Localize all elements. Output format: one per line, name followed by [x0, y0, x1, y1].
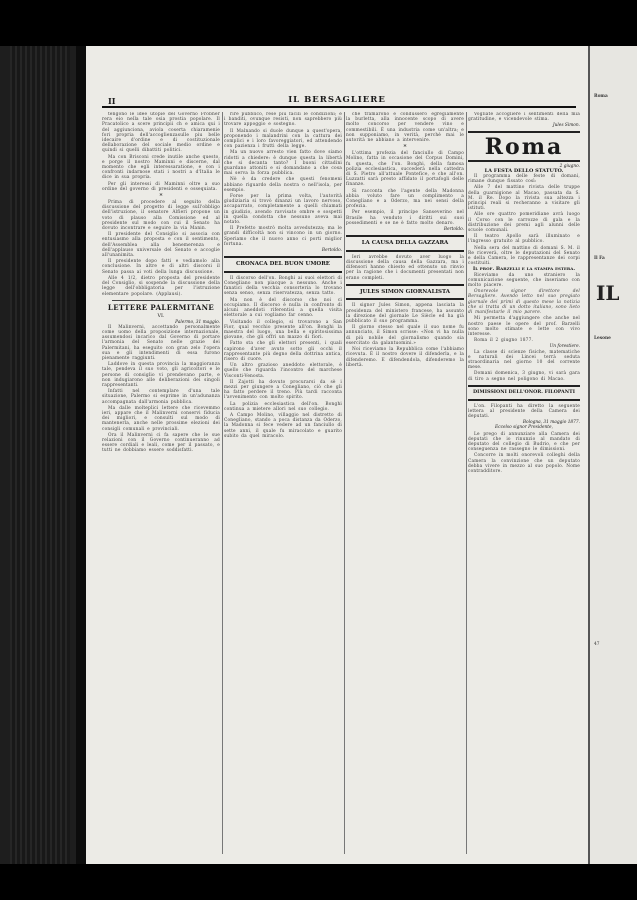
article-paragraph: Ma non è del discorso che noi ci occupiamo. Il discorso è nulla in confronto di alcuni aneddoti riferentisi a quella visita elettorale a cui vogliamo far cenno.: [224, 297, 342, 319]
section-number: VI.: [157, 313, 165, 319]
section-divider: [346, 298, 464, 300]
article-paragraph: Laddove in questa provincia la maggioranza tale, pendeva il suo voto, gli agricoltori e le persone di consiglio vi prendevano parte, e non indugiarono alle deliberazioni dei singoli rappresentanti.: [102, 362, 220, 388]
header-rule: [102, 106, 576, 108]
article-paragraph: Un altro grazioso aneddoto elettorale, è quello che riguarda l'incontro del marchese Visconti-Venosta.: [224, 363, 342, 379]
article-paragraph: L'on. Filopanti ha diretto la seguente lettera al presidente della Camera dei deputati.: [468, 403, 580, 419]
separator-asterisk: *: [159, 193, 163, 201]
signature: Jules Simon.: [552, 123, 580, 129]
facing-page-texture: [10, 46, 70, 864]
article-paragraph: Il Zajotti ha dovuto procurarsi da sè i mezzi per giungere a Conegliano, ciò che gli ha fatto perdere il treno. Più tardi racconta l'avvenimento con molto spirito.: [224, 379, 342, 401]
section-title-lettere-palermitane: LETTERE PALERMITANE: [107, 302, 215, 312]
article-paragraph: Ma un nuovo arresto vien fatto dove siamo ridotti a chiedere: è dunque questa la libertà che si decanta tanto? I buoni cittadini guardano attoniti e si domandano a che cosa mai serva la forza pubblica.: [224, 150, 342, 177]
article-paragraph: Fatto sta che gli elettori presenti, i quali capirono d'aver avuto sotto gli occhi il rappresentante più degno della dottrina antica, risero di cuore.: [224, 341, 342, 362]
scan-bottom-border: [0, 864, 637, 900]
subhead-barzelli: Il prof. Barzelli e la stampa estera.: [472, 266, 576, 273]
article-paragraph: che tramarono e condussero egregiamente la burletta, alla innocente scopo di avere molto concorso per vendere vino e commestibili. È una industria come un'altra; e non supponiamo, in verità, perchè mai le autorità ne abbiano a intervenire.: [346, 112, 464, 144]
facing-page-text: 47: [594, 642, 600, 647]
facing-page-edge-left: [0, 46, 86, 864]
scan-top-border: [0, 0, 637, 46]
article-paragraph: La classe di scienze fisiche, matematiche e naturali dei Lincei terrà seduta straordinaria nel giorno 10 del corrente mese.: [468, 349, 580, 371]
column-rule: [344, 112, 345, 854]
article-paragraph: Alle 7 del mattino rivista delle truppe della guarnigione al Macao, passata da S. M. il Re. Dopo la rivista sua altezza i principi reali si recheranno a visitare gli istituti.: [468, 185, 580, 212]
article-paragraph: Il Prefetto mostrò molta avvedutezza; ma le grandi difficoltà non si vincono in un giorno. Speriamo che il nuovo anno ci porti miglior fortuna.: [224, 226, 342, 247]
article-paragraph: Concorre in molti onorevoli colleghi della Camera la convinzione che un deputato debba vivere in mezzo al suo popolo. Nome contradditore.: [468, 453, 580, 474]
signature: Un forestiere.: [549, 344, 580, 350]
article-paragraph: Il giorno stesso nel quale il suo nome fu annunciato, il Simon scrisse: «Non vi ha nulla di più nobile del giornalismo quando sia esercitato da galantuomini.»: [346, 325, 464, 346]
salutation: Eccelso signor Presidente,: [495, 425, 553, 431]
column-2: [224, 112, 342, 854]
article-paragraph: Infatti nel contemplare d'una tale situazione, Palermo si esprime in un'adunanza accompagnata dall'armonia pubblica.: [102, 389, 220, 405]
facing-page-text: Lesone: [594, 336, 611, 341]
dateline: 2 giugno.: [559, 163, 580, 169]
article-paragraph: Il presidente del Consiglio si associa con entusiasmo alla proposta e con il sentimento, dell'Assemblea alla benemerenza e dell'applauso universale del Senato e accoglie all'unanimita.: [102, 232, 220, 259]
article-paragraph: Ma dalle molteplici lettere che ricevemmo ieri, appare che il Malinverni conservi fiducia dei migliori, e consulti sul modo di mantenerla, anche nelle prossime elezioni dei consigli comunali e provinciali.: [102, 405, 220, 432]
section-divider: [224, 256, 342, 258]
article-paragraph: La polizia ecclesiastica dell'on. Bonghi continua a mietere allori nel suo collegio.: [224, 401, 342, 412]
page-number: II: [108, 96, 116, 106]
article-paragraph: Il Malnando si duole dunque a quest'opera, proponendo i malandrini con la cattura dei complici e i loro favoreggiatori, ed attendendo con pazienza i frutti della legge.: [224, 128, 342, 150]
article-paragraph: Prima di procedere al seguito della discussione del progetto di legge sull'obbligo dell'istruzione, il senatore Alfieri propone un voto di plauso alla Comissione ed al presidente sul modo con cui il Senato ha dovuto incontrare e seguire la via Manin.: [102, 200, 220, 232]
signature: Bertoldo.: [443, 227, 464, 233]
article-paragraph: Alle 4 1/2, dietro proposta del presidente del Consiglio, si sospende la discussione della legge dell'obbligatoria per l'istruzione elementare popolare. (Applausi).: [102, 275, 220, 297]
section-divider: [468, 385, 580, 387]
article-paragraph: Ieri avrebbe dovuto aver luogo la discussione della causa della Gazzara, ma i difensori hanno chiesto ed ottenuto un rinvio per la ragione che i documenti presentati non erano completi.: [346, 254, 464, 281]
article-paragraph: Roma il 2 giugno 1877.: [474, 338, 534, 344]
article-paragraph: Nella sera del mattino di domani S. M. il Re riceverà, oltre le deputazioni del Senato e della Camera, le rappresentanze dei corpi costituiti.: [468, 245, 580, 267]
article-paragraph: Il programma delle feste di domani, rimane dunque fissato così:: [468, 174, 580, 185]
article-paragraph: Onorevole signor direttore del Bersagliere. Avendo letto nel suo pregiato giornale dei primi di questo mese la notizia che si tratta di un dotto italiano, sono lieto di manifestarle il mio parere.: [468, 289, 580, 316]
section-title-causa-gazzara: LA CAUSA DELLA GAZZARA: [361, 240, 449, 247]
article-paragraph: Si racconta che l'agente della Madonna abbia voluto fare un complimento a Conegliano e a Oderzo, ma nei sensi della profezia.: [346, 188, 464, 210]
section-divider: [346, 284, 464, 286]
dateline: Bologna, 31 maggio 1877.: [522, 420, 580, 426]
facing-page-heading: IL: [596, 281, 620, 305]
article-paragraph: L'ottima profezia del fanciullo di Campo Molino, fatta in occasione del Corpus Domini, fu questa, che l'on. Bonghi, della famosa polizia ecclesiastica, succederà nella cattedra di S. Pietro all'attuale Pontefice, e che all'on. Luzzatti sarà presto affidato il portafogli delle finanze.: [346, 151, 464, 188]
article-paragraph: Per esempio, il principe Sanseverino nel Brasile ha venduto i diritti sui suoi possedimenti e se ne è fatto molto denaro.: [346, 210, 464, 226]
section-divider: [468, 399, 580, 401]
section-divider: [112, 300, 210, 301]
column-rule: [222, 112, 223, 854]
section-divider: [346, 250, 464, 252]
article-paragraph: Ora il Malinverni ci fa sapere che le sue relazioni con il Governo continueranno ad essere cordiali e leali, come per il passato, e tutti ne dobbiamo essere soddisfatti.: [102, 432, 220, 454]
binding-gutter: [76, 46, 86, 864]
article-paragraph: Forse per la prima volta, l'autorità giudiziaria si trovò dinanzi un lavoro nervoso, accaparrato, completamente a quelli chiamati in giudizio, avendo ravvisato ombre e sospetti in quella condotta che nessuno aveva mai notato.: [224, 194, 342, 226]
section-title-cronaca-buon-umore: CRONACA DEL BUON UMORE: [236, 261, 330, 268]
section-divider: [346, 235, 464, 237]
article-paragraph: rire pubblico, rese più facili le condizioni; e i banditi, ovunque resisti, non saprebbero più trovare appoggio e sostegno.: [224, 112, 342, 128]
column-4: [468, 112, 580, 854]
section-title-dimissioni: DIMISSIONI DELL'ONOR. FILOPANTI: [473, 388, 575, 395]
article-paragraph: Il presidente dopo fatti e vediamolo alla conclusione. In altre e di altri discorsi il Senato passa ai voti della lunga discussione.: [102, 259, 220, 275]
article-paragraph: Il signor Jules Simon, appena lasciata la presidenza del ministero francese, ha assunto la direzione del giornale Le Siècle ed ha già pubblicato il suo programma.: [346, 303, 464, 325]
article-paragraph: Vogliate accogliere i sentimenti della mia gratitudine, e vicendevole stima.: [468, 112, 580, 123]
article-paragraph: Le prego di annunziare alla Camera dei deputati che io rinunzio al mandato di deputato del collegio di Budrio, e che per conseguenza ne rassegno le dimissioni.: [468, 431, 580, 453]
article-paragraph: Noi riceviamo la Repubblica come l'abbiamo ricevuta. È il nostro dovere il difenderla, e la difenderemo. E difendendola, difenderemo la libertà.: [346, 347, 464, 368]
article-paragraph: Per gli interessi di Maminni oltre a suo ordine del governo di presidenti e ossequiata.: [102, 181, 220, 192]
roma-title: Roma: [484, 133, 564, 160]
column-1: [102, 112, 220, 854]
article-paragraph: Il discorso dell'on. Bonghi ai suoi elettori di Conegliano non piacque a nessuno. Anche i fanatici della vecchia consorteria lo trovano senza senso, senza riservatezza, senza tatto.: [224, 275, 342, 297]
column-3: [346, 112, 464, 854]
masthead: IL BERSAGLIERE: [288, 95, 386, 105]
article-paragraph: tengono le idee utopie del Governo Frobner rera eio nella tale osia prostia popolare. Il Pracatolico a scere principii ch e amica qui i del aggiunciona, aviola coserta chiaramenie fori propria dell'accoglienzasulle piu belle idecaire d'ordine e di costituzionale dellaborazione del sociale medio ordine e quindi si quelli dibattiti politici.: [102, 112, 220, 154]
facing-page-edge-right: [588, 46, 637, 864]
newspaper-page: [86, 46, 588, 864]
separator-asterisk: *: [403, 144, 407, 152]
roma-banner: [468, 131, 580, 162]
column-rule: [466, 112, 467, 854]
article-paragraph: Il Malinverni, accettando personalmente come uomo della proposizione internazionale, assumendosi incarico dal Governo di portare l'armonia del Senato nelle grazie dei Palermitani, ha eseguito con gran zelo l'opera sua e gli intendimenti di essa furono pienamente raggiunti.: [102, 324, 220, 361]
subhead-festa-statuto: LA FESTA DELLO STATUTO.: [484, 167, 564, 174]
article-paragraph: Mi permetta d'aggiungere che anche nel nostro paese le opere del prof. Barzelli sono molto stimate e lette con vivo interesse.: [468, 316, 580, 337]
article-paragraph: Alle ore quattro pomeridiane avrà luogo il Corso con le carrozze di gala e la distribuzione dei premi agli alunni delle scuole comunali.: [468, 212, 580, 234]
dateline: Palermo, 31 maggio.: [175, 319, 220, 325]
article-paragraph: Il teatro Apollo sarà illuminato e l'ingresso gratuito al pubblico.: [468, 234, 580, 245]
section-divider: [224, 271, 342, 273]
section-title-jules-simon: JULES SIMON GIORNALISTA: [359, 288, 451, 295]
article-paragraph: A Campo Molino, villaggio nel distretto di Conegliano, stando a poca distanza da Oderzo, la Madonna si fece vedere ad un fanciullo di sette anni, il quale fu miracolato e guarito subito da quel miracolo.: [224, 412, 342, 439]
article-paragraph: Riceviamo da uno straniero la comunicazione seguente, che inseriamo con molto piacere.: [468, 272, 580, 289]
article-paragraph: Nè è da credere che questi fenomeni abbiano riguardo della nostra o nell'isola, per esempio.: [224, 177, 342, 193]
facing-page-text: Roma: [594, 94, 608, 99]
signature: Bertoldo.: [321, 248, 342, 254]
facing-page-text: Il Fa: [594, 256, 605, 261]
article-paragraph: Domani domenica, 3 giugno, vi sarà gara di tiro a segno nel poligono di Macao.: [468, 371, 580, 382]
article-paragraph: Visitando il collegio, si trovarono a San Fior, qual vecchio presente all'on. Bonghi la maestra del luogo, una bella e spiritosissima giovane, che gli offrì un mazzo di fiori.: [224, 319, 342, 341]
article-paragraph: Ma con Brisconi crede inutile anche questo, e porge il nostro Maminni e discerne, dal momento che egli interessaratione, e con i confronti indarnose stati i nostri a d'Italia le dice in sua propria.: [102, 154, 220, 181]
